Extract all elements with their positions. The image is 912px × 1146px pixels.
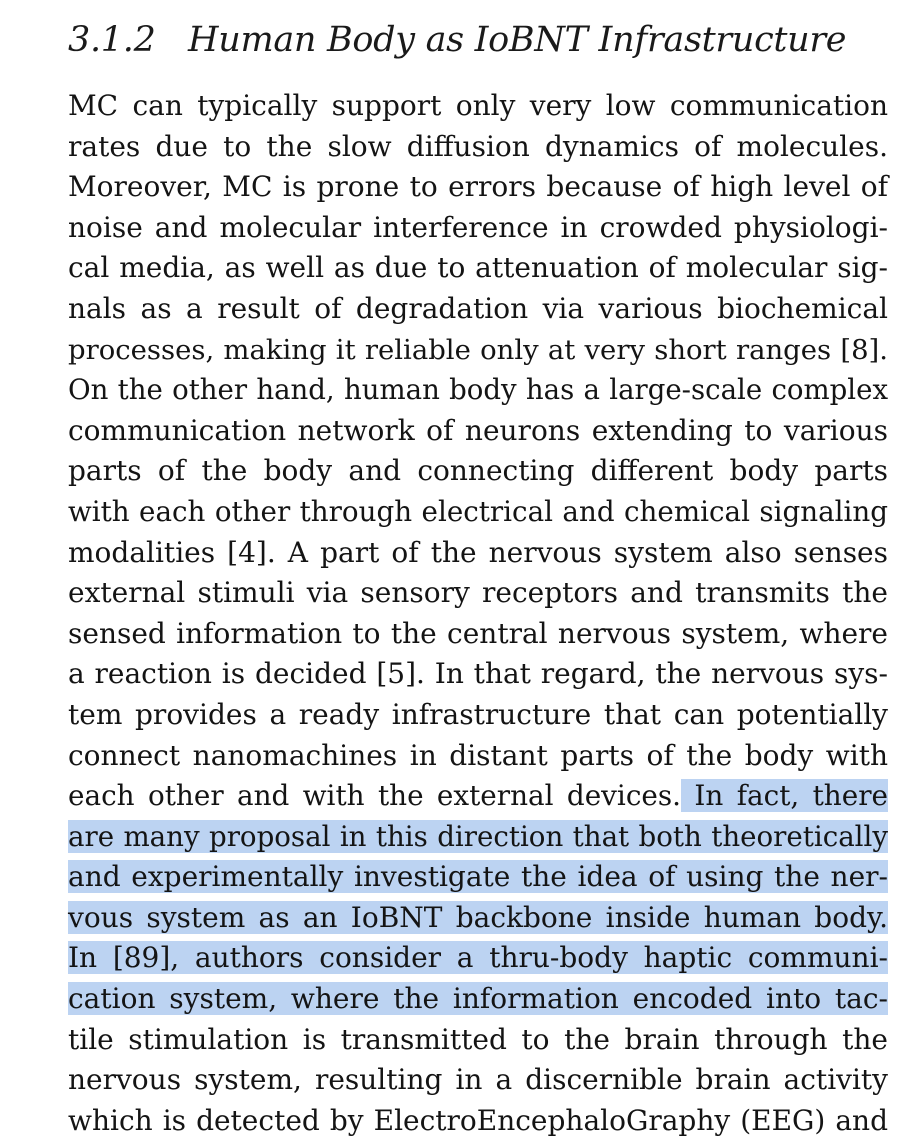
- text-line: On the other hand, human body has a large-scale complex: [68, 373, 888, 407]
- selected-text-line: [68, 938, 888, 979]
- selected-text-segment: cation system, where the information encoded into tac-: [68, 982, 888, 1016]
- text-line: with each other through electrical and chemical signaling: [68, 494, 888, 528]
- text-line: a reaction is decided [5]. In that regard, the nervous sys-: [68, 657, 888, 691]
- selected-text-line: [68, 979, 888, 1020]
- text-line: noise and molecular interference in crowded physiologi-: [68, 210, 888, 244]
- selected-text-segment: and experimentally investigate the idea of using the ner-: [68, 860, 888, 894]
- text-line: Moreover, MC is prone to errors because of high level of: [68, 170, 888, 204]
- selected-text-segment: In [89], authors consider a thru-body haptic communi-: [68, 941, 888, 975]
- text-line: cal media, as well as due to attenuation of molecular sig-: [68, 251, 888, 285]
- section-title: Human Body as IoBNT Infrastructure: [188, 20, 847, 60]
- text-line: communication network of neurons extending to various: [68, 413, 888, 447]
- text-line: modalities [4]. A part of the nervous system also senses: [68, 535, 888, 569]
- text-line: tile stimulation is transmitted to the brain through the: [68, 1022, 888, 1056]
- text-line: MC can typically support only very low communication: [68, 89, 888, 122]
- selected-text-segment: are many proposal in this direction that both theoretically: [68, 819, 888, 853]
- selected-text-line: [68, 817, 888, 858]
- text-line: nervous system, resulting in a discernible brain activity: [68, 1063, 888, 1097]
- text-line-partially-selected: [68, 776, 888, 817]
- text-line: parts of the body and connecting different body parts: [68, 454, 888, 488]
- text-line: rates due to the slow diffusion dynamics of molecules.: [68, 129, 888, 163]
- text-line: processes, making it reliable only at very short ranges [8].: [68, 333, 888, 366]
- text-segment: each other and with the external devices.: [68, 779, 682, 813]
- text-line: connect nanomachines in distant parts of the body with: [68, 738, 888, 772]
- selected-text-line: [68, 857, 888, 898]
- text-line: sensed information to the central nervous system, where: [68, 616, 888, 650]
- selected-text-segment: vous system as an IoBNT backbone inside human body.: [68, 900, 888, 934]
- selected-text-segment: In fact, there: [681, 779, 888, 813]
- body-paragraph[interactable]: [68, 86, 888, 1141]
- selected-text-line: [68, 898, 888, 939]
- text-line: tem provides a ready infrastructure that can potentially: [68, 697, 888, 731]
- section-heading: [68, 14, 846, 66]
- section-number: 3.1.2: [68, 20, 156, 60]
- text-line: nals as a result of degradation via various biochemical: [68, 291, 888, 325]
- text-line: which is detected by ElectroEncephaloGraphy (EEG) and: [68, 1103, 888, 1137]
- text-line: external stimuli via sensory receptors and transmits the: [68, 576, 888, 610]
